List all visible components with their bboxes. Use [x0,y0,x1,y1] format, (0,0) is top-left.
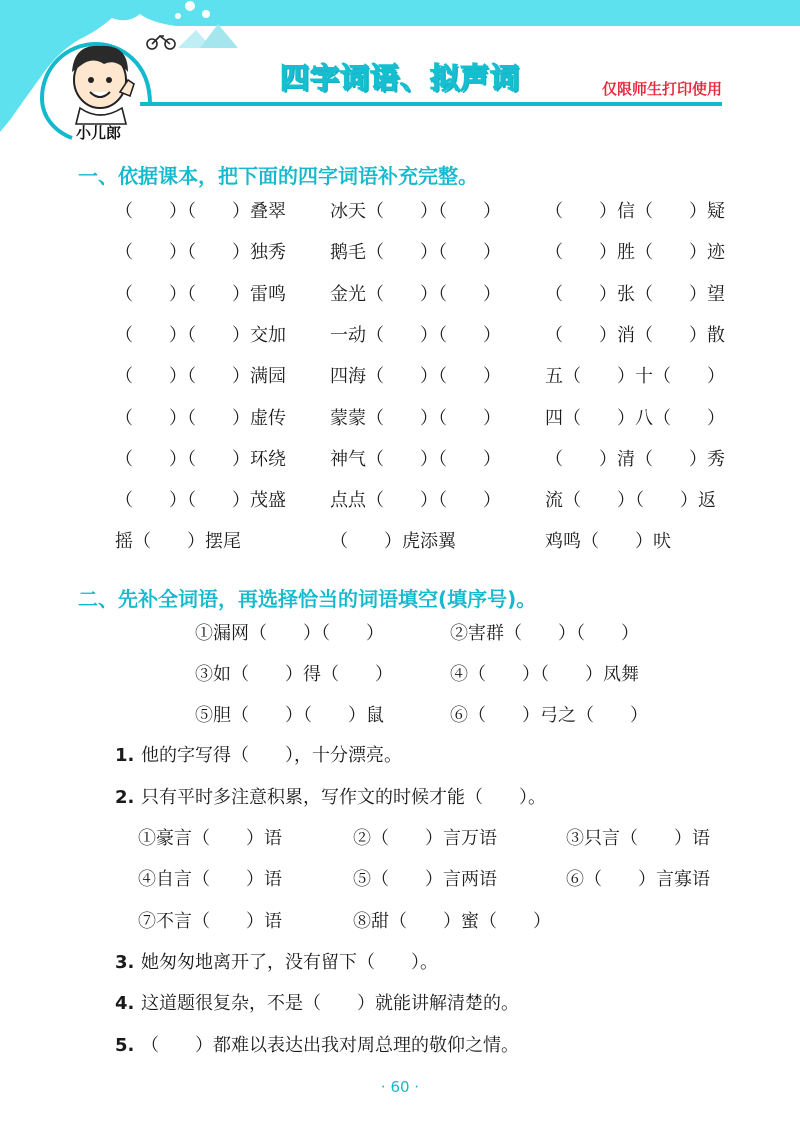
idiom-fill-item: （ ）（ ）独秀 [115,242,286,264]
option-item: ⑤胆（ ）（ ）鼠 [195,705,384,726]
idiom-fill-item: 蒙蒙（ ）（ ） [330,407,501,429]
question-number: 5. [115,1035,135,1056]
idiom-fill-item: 点点（ ）（ ） [330,490,501,512]
idiom-fill-item: 一动（ ）（ ） [330,324,501,346]
section2-title: 二、先补全词语，再选择恰当的词语填空(填序号)。 [78,587,537,611]
idiom-fill-item: 金光（ ）（ ） [330,283,501,305]
section1-title: 一、依据课本，把下面的四字词语补充完整。 [78,164,478,188]
idiom-fill-item: 摇（ ）摆尾 [115,531,241,553]
option-item: ④（ ）（ ）凤舞 [450,664,639,685]
q2-option-item: ①豪言（ ）语 [138,828,282,849]
q2-option-item: ⑥（ ）言寡语 [566,869,710,891]
question-number: 3. [115,952,135,973]
restriction-notice: 仅限师生打印使用 [601,80,722,98]
idiom-fill-item: 神气（ ）（ ） [330,448,501,470]
question-text: （ ）都难以表达出我对周总理的敬仰之情。 [141,1035,519,1056]
idiom-fill-item: 流（ ）（ ）返 [545,490,716,512]
q2-option-item: ②（ ）言万语 [353,828,497,849]
question-text: 只有平时多注意积累，写作文的时候才能（ ）。 [141,787,546,808]
option-item: ②害群（ ）（ ） [450,623,639,644]
idiom-fill-item: （ ）（ ）虚传 [115,407,286,429]
page-title: 四字词语、拟声词 [279,61,520,95]
option-item: ①漏网（ ）（ ） [195,623,384,644]
idiom-fill-item: 五（ ）十（ ） [545,366,725,388]
question-number: 2. [115,787,135,808]
idiom-fill-item: （ ）（ ）叠翠 [115,201,286,222]
idiom-fill-item: （ ）清（ ）秀 [545,448,725,470]
idiom-fill-item: （ ）信（ ）疑 [545,201,725,222]
idiom-fill-item: （ ）（ ）雷鸣 [115,283,286,305]
idiom-fill-item: 冰天（ ）（ ） [330,201,501,222]
idiom-fill-item: 四海（ ）（ ） [330,366,501,388]
q2-option-item: ④自言（ ）语 [138,869,282,891]
question-text: 这道题很复杂，不是（ ）就能讲解清楚的。 [141,993,519,1014]
idiom-fill-item: （ ）（ ）满园 [115,366,286,388]
q2-option-item: ③只言（ ）语 [566,828,710,849]
bicycle-icon [147,36,175,49]
q2-option-item: ⑤（ ）言两语 [353,869,497,891]
q2-option-item: ⑧甜（ ）蜜（ ） [353,910,551,932]
question-text: 她匆匆地离开了，没有留下（ ）。 [141,952,438,973]
idiom-fill-item: （ ）虎添翼 [330,531,456,553]
idiom-fill-item: （ ）胜（ ）迹 [545,242,725,264]
question-number: 1. [115,745,135,766]
page-header [0,0,800,140]
page-number: · 60 · [380,1078,420,1096]
idiom-fill-item: （ ）（ ）茂盛 [115,490,286,512]
idiom-fill-item: （ ）（ ）交加 [115,324,286,346]
question-number: 4. [115,993,135,1014]
q2-option-item: ⑦不言（ ）语 [138,910,282,932]
idiom-fill-item: （ ）（ ）环绕 [115,448,286,470]
idiom-fill-item: 鹅毛（ ）（ ） [330,242,501,264]
idiom-fill-item: 四（ ）八（ ） [545,407,725,429]
idiom-fill-item: （ ）张（ ）望 [545,283,725,305]
option-item: ⑥（ ）弓之（ ） [450,705,648,726]
mascot-name: 小儿郎 [76,124,122,142]
idiom-fill-item: （ ）消（ ）散 [545,324,725,346]
option-item: ③如（ ）得（ ） [195,664,393,685]
idiom-fill-item: 鸡鸣（ ）吠 [545,531,671,553]
question-text: 他的字写得（ ），十分漂亮。 [141,745,402,766]
